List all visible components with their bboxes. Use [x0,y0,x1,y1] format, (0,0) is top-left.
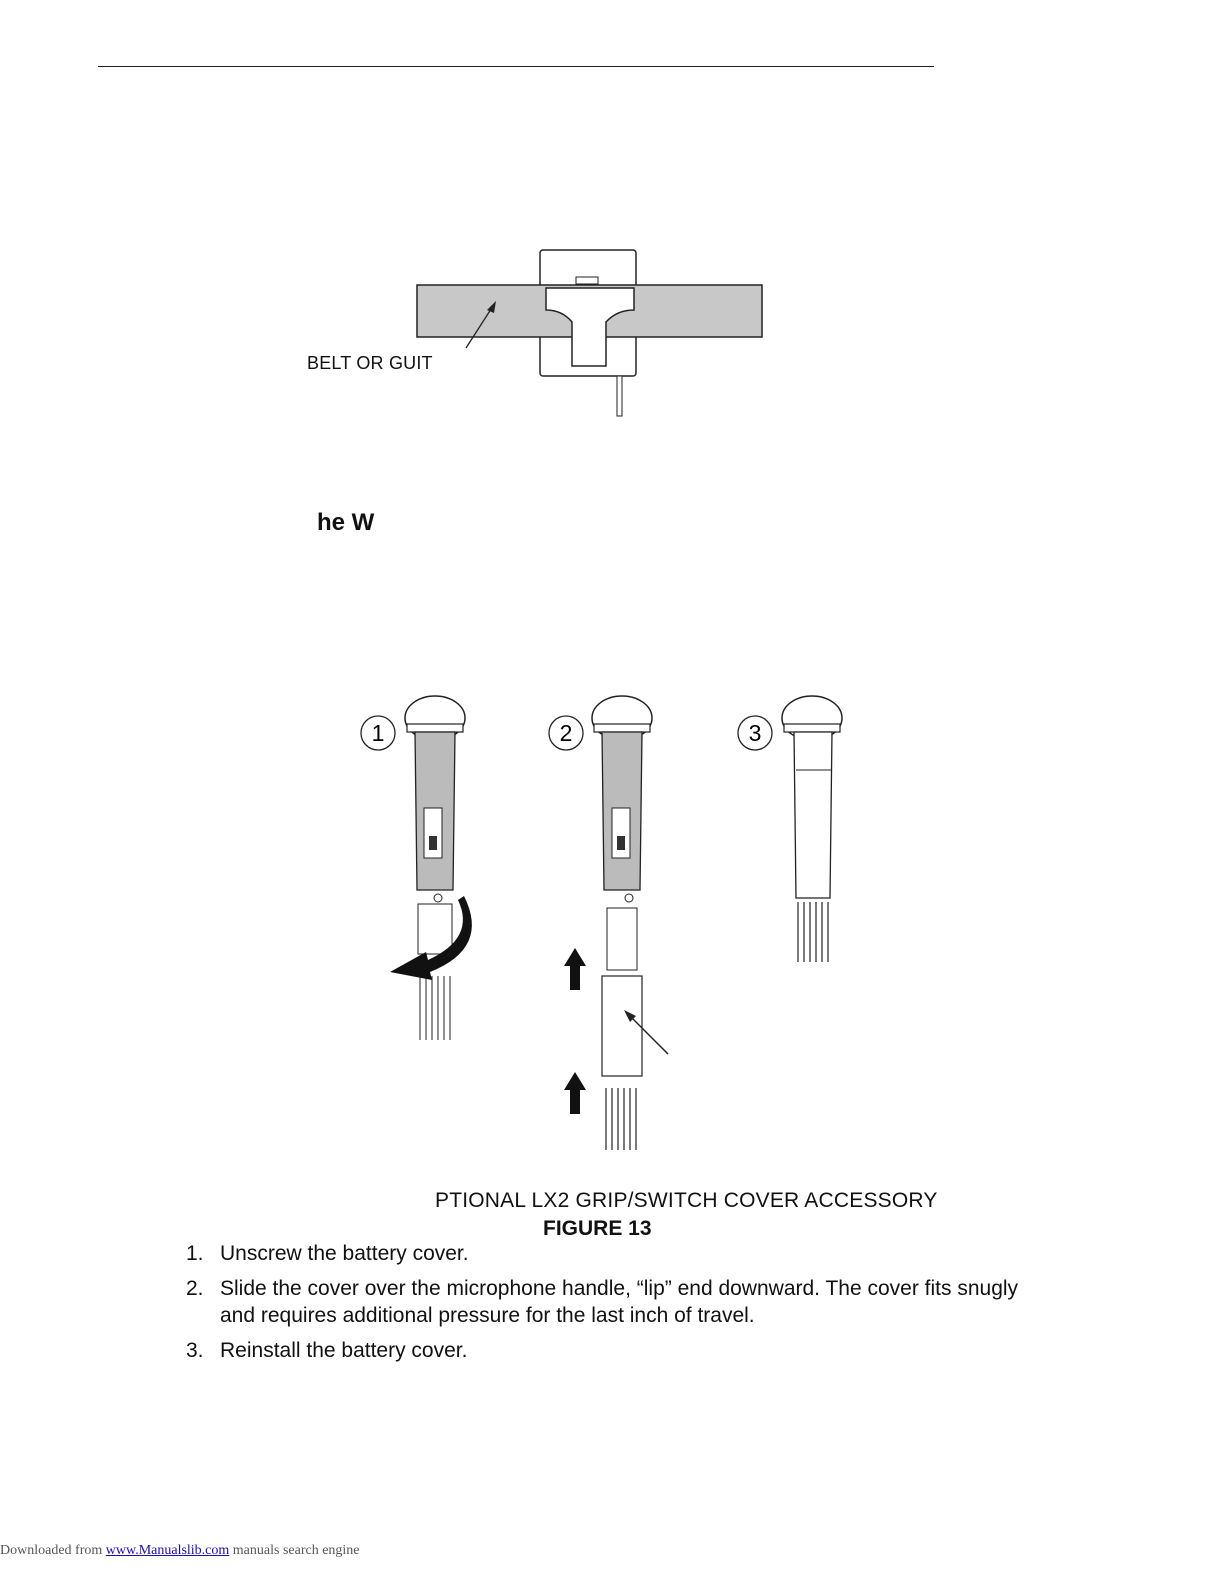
step-number: 2. [186,1277,204,1300]
step-number: 3. [186,1339,204,1362]
svg-text:2: 2 [559,720,573,746]
step-number: 1. [186,1242,204,1265]
belt-label: BELT OR GUIT [307,353,433,373]
instruction-steps [186,1240,1056,1372]
microphone-3 [782,696,842,962]
microphone-2 [564,696,668,1150]
figure-label: FIGURE 13 [543,1217,652,1240]
step-marker-2 [549,716,583,750]
step-text: Slide the cover over the microphone handle, “lip” end downward. The cover fits snugly and requires additional pressure for the last inch of travel. [220,1277,1019,1327]
step-text: Unscrew the battery cover. [220,1242,469,1265]
grip-cover-illustration [350,690,880,1160]
top-rule [98,66,934,67]
footer-prefix: Downloaded from [0,1543,103,1558]
list-item [186,1240,1056,1267]
list-item [186,1275,1056,1329]
step-text: Reinstall the battery cover. [220,1339,468,1362]
download-footer [0,1543,360,1559]
step-marker-1 [361,716,395,750]
figure-caption: PTIONAL LX2 GRIP/SWITCH COVER ACCESSORY [435,1189,938,1212]
belt-clip-illustration [300,240,780,430]
list-item [186,1337,1056,1364]
svg-text:1: 1 [371,720,385,746]
step-marker-3 [738,716,772,750]
manualslib-link[interactable]: www.Manualslib.com [105,1543,230,1558]
section-heading: he W [317,509,375,536]
svg-text:3: 3 [748,720,762,746]
footer-suffix: manuals search engine [232,1543,360,1558]
microphone-1 [390,696,472,1040]
